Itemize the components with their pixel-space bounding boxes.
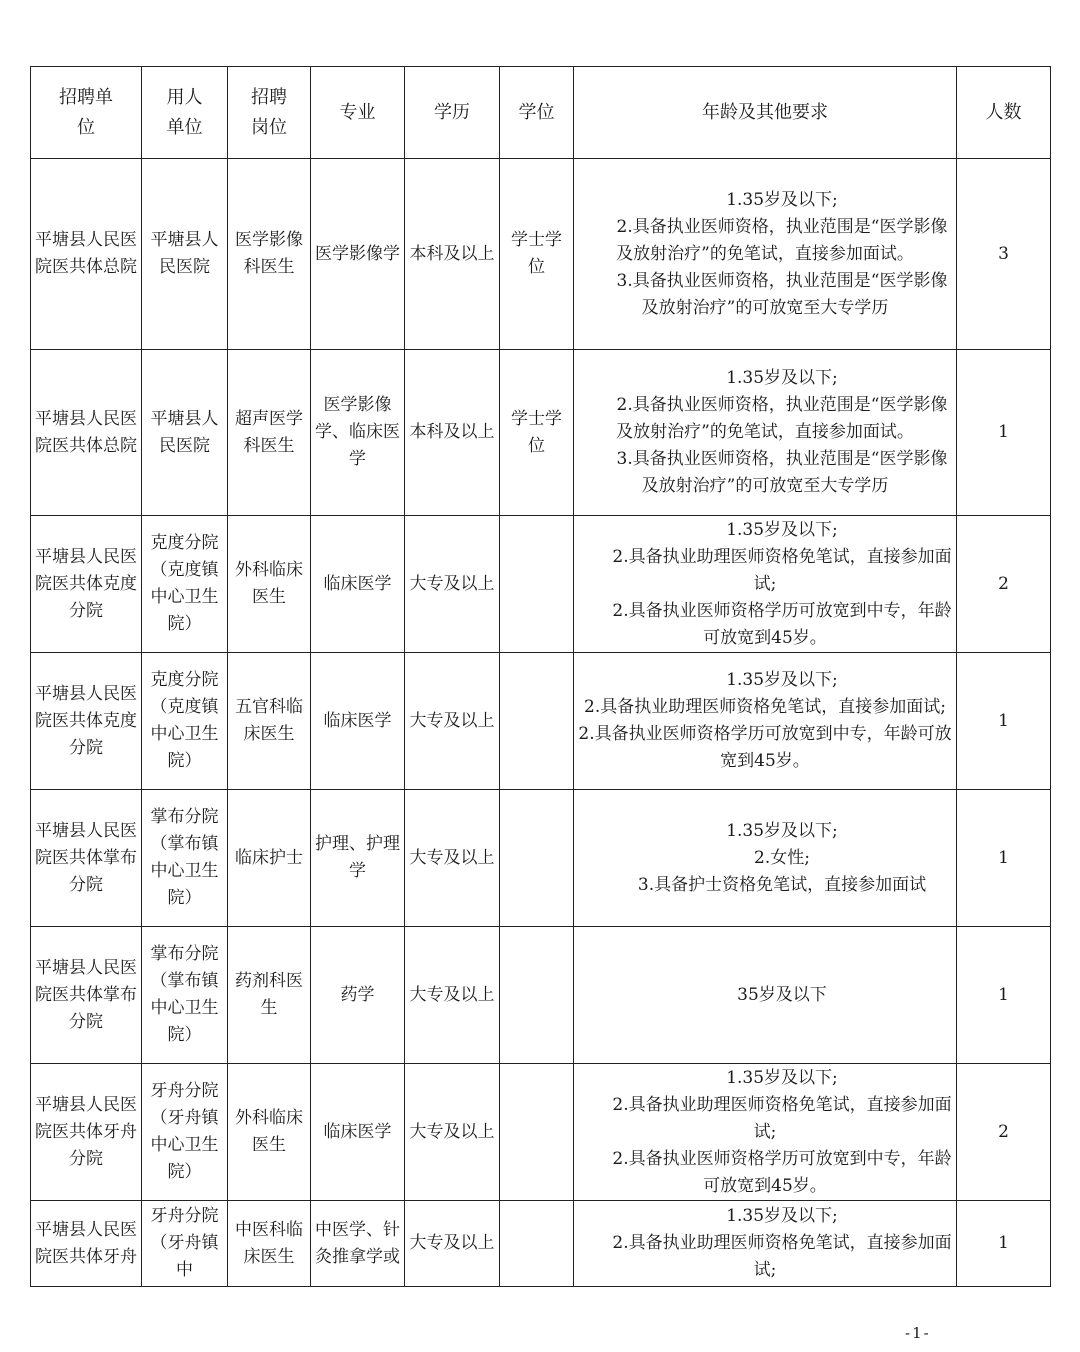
requirement-line: 3.具备护士资格免笔试，直接参加面试 [637,874,927,895]
cell-unit: 平塘县人民医院医共体掌布分院 [31,790,142,927]
cell-education: 大专及以上 [405,653,500,790]
cell-degree [500,1064,574,1201]
page-number: -1- [905,1324,931,1342]
cell-degree [500,927,574,1064]
header-unit: 招聘单位 [31,67,142,159]
cell-major: 医学影像学、临床医学 [311,350,405,516]
cell-employer: 平塘县人民医院 [142,159,228,350]
requirement-line: 2.具备执业医师资格，执业范围是“医学影像及放射治疗”的免笔试，直接参加面试。 [616,216,948,264]
recruitment-table [30,66,1051,1287]
cell-education: 本科及以上 [405,159,500,350]
requirement-line: 1.35岁及以下; [726,670,838,690]
cell-major: 临床医学 [311,1064,405,1201]
cell-education: 大专及以上 [405,790,500,927]
table-row [31,159,1051,350]
cell-education: 大专及以上 [405,1064,500,1201]
cell-unit: 平塘县人民医院医共体牙舟分院 [31,1064,142,1201]
header-degree: 学位 [500,67,574,159]
cell-count: 1 [957,653,1051,790]
header-education: 学历 [405,67,500,159]
cell-requirements [574,1064,957,1201]
cell-education: 本科及以上 [405,350,500,516]
cell-requirements [574,790,957,927]
header-employer: 用人单位 [142,67,228,159]
cell-major: 药学 [311,927,405,1064]
cell-count: 1 [957,350,1051,516]
table-row [31,350,1051,516]
cell-education: 大专及以上 [405,516,500,653]
cell-degree [500,790,574,927]
cell-count: 1 [957,927,1051,1064]
cell-education: 大专及以上 [405,927,500,1064]
table-row [31,927,1051,1064]
cell-position: 五官科临床医生 [228,653,311,790]
cell-requirements [574,516,957,653]
cell-major: 临床医学 [311,653,405,790]
table-row [31,790,1051,927]
cell-major: 临床医学 [311,516,405,653]
header-requirements: 年龄及其他要求 [574,67,957,159]
cell-requirements [574,653,957,790]
cell-requirements [574,1201,957,1287]
requirement-line: 1.35岁及以下; [726,368,838,388]
cell-count: 1 [957,1201,1051,1287]
cell-degree [500,1201,574,1287]
cell-major: 医学影像学 [311,159,405,350]
cell-requirements [574,159,957,350]
cell-requirements [574,350,957,516]
cell-degree: 学士学位 [500,159,574,350]
requirement-line: 2.具备执业医师资格学历可放宽到中专，年龄可放宽到45岁。 [612,1148,952,1196]
cell-position: 临床护士 [228,790,311,927]
cell-position: 超声医学科医生 [228,350,311,516]
cell-employer: 牙舟分院（牙舟镇中 [142,1201,228,1287]
cell-unit: 平塘县人民医院医共体掌布分院 [31,927,142,1064]
cell-requirements [574,927,957,1064]
requirement-line: 3.具备执业医师资格，执业范围是“医学影像及放射治疗”的可放宽至大专学历 [616,270,948,318]
cell-unit: 平塘县人民医院医共体克度分院 [31,653,142,790]
cell-employer: 克度分院（克度镇中心卫生院） [142,653,228,790]
cell-employer: 牙舟分院（牙舟镇中心卫生院） [142,1064,228,1201]
cell-position: 药剂科医生 [228,927,311,1064]
table-body [31,159,1051,1287]
requirement-line: 3.具备执业医师资格，执业范围是“医学影像及放射治疗”的可放宽至大专学历 [616,449,948,496]
requirement-line: 1.35岁及以下; [726,820,838,841]
header-position: 招聘岗位 [228,67,311,159]
cell-unit: 平塘县人民医院医共体牙舟 [31,1201,142,1287]
table-row [31,516,1051,653]
cell-count: 2 [957,516,1051,653]
requirement-line: 35岁及以下 [737,984,827,1005]
cell-education: 大专及以上 [405,1201,500,1287]
cell-major: 护理、护理学 [311,790,405,927]
requirement-line: 1.35岁及以下; [726,189,838,210]
table-row [31,1064,1051,1201]
cell-count: 2 [957,1064,1051,1201]
cell-employer: 克度分院（克度镇中心卫生院） [142,516,228,653]
cell-position: 中医科临床医生 [228,1201,311,1287]
cell-degree: 学士学位 [500,350,574,516]
cell-unit: 平塘县人民医院医共体总院 [31,159,142,350]
requirement-line: 2.具备执业助理医师资格免笔试，直接参加面试; [612,1233,952,1280]
cell-employer: 掌布分院（掌布镇中心卫生院） [142,927,228,1064]
cell-major: 中医学、针灸推拿学或 [311,1201,405,1287]
cell-degree [500,653,574,790]
requirement-line: 2.具备执业助理医师资格免笔试，直接参加面试; [612,546,952,594]
table-row [31,653,1051,790]
cell-unit: 平塘县人民医院医共体总院 [31,350,142,516]
requirement-line: 2.具备执业医师资格学历可放宽到中专，年龄可放宽到45岁。 [612,600,952,648]
header-major: 专业 [311,67,405,159]
header-count: 人数 [957,67,1051,159]
requirement-line: 2.女性; [754,847,810,868]
table-row [31,1201,1051,1287]
cell-employer: 掌布分院（掌布镇中心卫生院） [142,790,228,927]
cell-position: 医学影像科医生 [228,159,311,350]
requirement-line: 1.35岁及以下; [726,1206,838,1226]
requirement-line: 2.具备执业助理医师资格免笔试，直接参加面试; [612,1094,952,1142]
header-row [31,67,1051,159]
cell-count: 1 [957,790,1051,927]
cell-unit: 平塘县人民医院医共体克度分院 [31,516,142,653]
cell-employer: 平塘县人民医院 [142,350,228,516]
cell-position: 外科临床医生 [228,516,311,653]
requirement-line: 2.具备执业助理医师资格免笔试，直接参加面试; [584,697,946,717]
cell-degree [500,516,574,653]
requirement-line: 2.具备执业医师资格学历可放宽到中专，年龄可放宽到45岁。 [578,724,952,771]
requirement-line: 2.具备执业医师资格，执业范围是“医学影像及放射治疗”的免笔试，直接参加面试。 [616,395,948,442]
cell-position: 外科临床医生 [228,1064,311,1201]
requirement-line: 1.35岁及以下; [726,519,838,540]
cell-count: 3 [957,159,1051,350]
requirement-line: 1.35岁及以下; [726,1067,838,1088]
